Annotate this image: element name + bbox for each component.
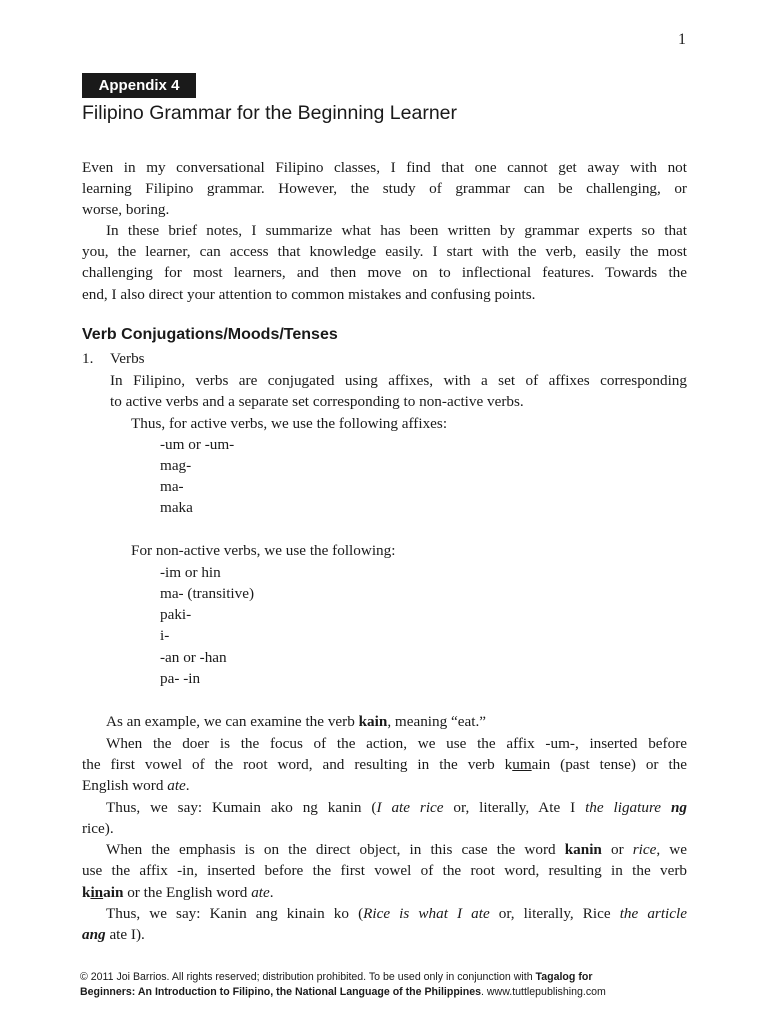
intro-line: challenging for most learners, and then move on to inflectional features. Towards the	[82, 264, 687, 281]
example-line: English word ate.	[82, 777, 190, 794]
intro-line: learning Filipino grammar. However, the study of grammar can be challenging, or	[82, 180, 687, 197]
affix-item: i-	[160, 627, 170, 644]
footer-line: © 2011 Joi Barrios. All rights reserved; distribution prohibited. To be used only in conjunction with Tagalog for	[80, 971, 593, 983]
example-line: Thus, we say: Kanin ang kinain ko (Rice is what I ate or, literally, Rice the article	[106, 905, 687, 922]
example-line: use the affix -in, inserted before the first vowel of the root word, resulting in the verb	[82, 862, 687, 879]
appendix-badge: Appendix 4	[82, 73, 196, 98]
intro-line: worse, boring.	[82, 201, 170, 218]
example-line: kinain or the English word ate.	[82, 884, 274, 901]
affix-item: pa- -in	[160, 670, 201, 687]
affix-item: paki-	[160, 606, 192, 623]
active-intro: Thus, for active verbs, we use the following affixes:	[131, 415, 448, 432]
example-line: rice).	[82, 820, 114, 837]
intro-line: In these brief notes, I summarize what has been written by grammar experts so that	[106, 222, 687, 239]
footer-line: Beginners: An Introduction to Filipino, the National Language of the Philippines. www.tuttlepublishing.com	[80, 986, 606, 998]
example-line: Thus, we say: Kumain ako ng kanin (I ate rice or, literally, Ate I the ligature ng	[106, 799, 687, 816]
list-text: to active verbs and a separate set corresponding to non-active verbs.	[110, 393, 524, 410]
intro-line: end, I also direct your attention to common mistakes and confusing points.	[82, 286, 536, 303]
list-number: 1.	[82, 350, 94, 367]
affix-item: ma- (transitive)	[160, 585, 255, 602]
affix-item: -im or hin	[160, 564, 221, 581]
intro-line: Even in my conversational Filipino classes, I find that one cannot get away with not	[82, 159, 687, 176]
affix-item: -um or -um-	[160, 436, 235, 453]
example-line: As an example, we can examine the verb kain, meaning “eat.”	[106, 713, 486, 730]
affix-item: maka	[160, 499, 193, 516]
example-line: When the doer is the focus of the action, we use the affix -um-, inserted before	[106, 735, 687, 752]
list-label: Verbs	[110, 350, 145, 367]
page-number: 1	[678, 31, 686, 48]
copyright-footer	[80, 970, 688, 1000]
example-line: the first vowel of the root word, and resulting in the verb kumain (past tense) or the	[82, 756, 687, 773]
example-line: ang ate I).	[82, 926, 145, 943]
affix-item: -an or -han	[160, 649, 227, 666]
section-heading: Verb Conjugations/Moods/Tenses	[82, 326, 338, 343]
page-title: Filipino Grammar for the Beginning Learner	[82, 102, 458, 124]
intro-line: you, the learner, can access that knowledge easily. I start with the verb, easily the most	[82, 243, 687, 260]
affix-item: ma-	[160, 478, 184, 495]
affix-item: mag-	[160, 457, 192, 474]
example-line: When the emphasis is on the direct object, in this case the word kanin or rice, we	[106, 841, 687, 858]
list-text: In Filipino, verbs are conjugated using affixes, with a set of affixes corresponding	[110, 372, 687, 389]
nonactive-intro: For non-active verbs, we use the following:	[131, 542, 396, 559]
